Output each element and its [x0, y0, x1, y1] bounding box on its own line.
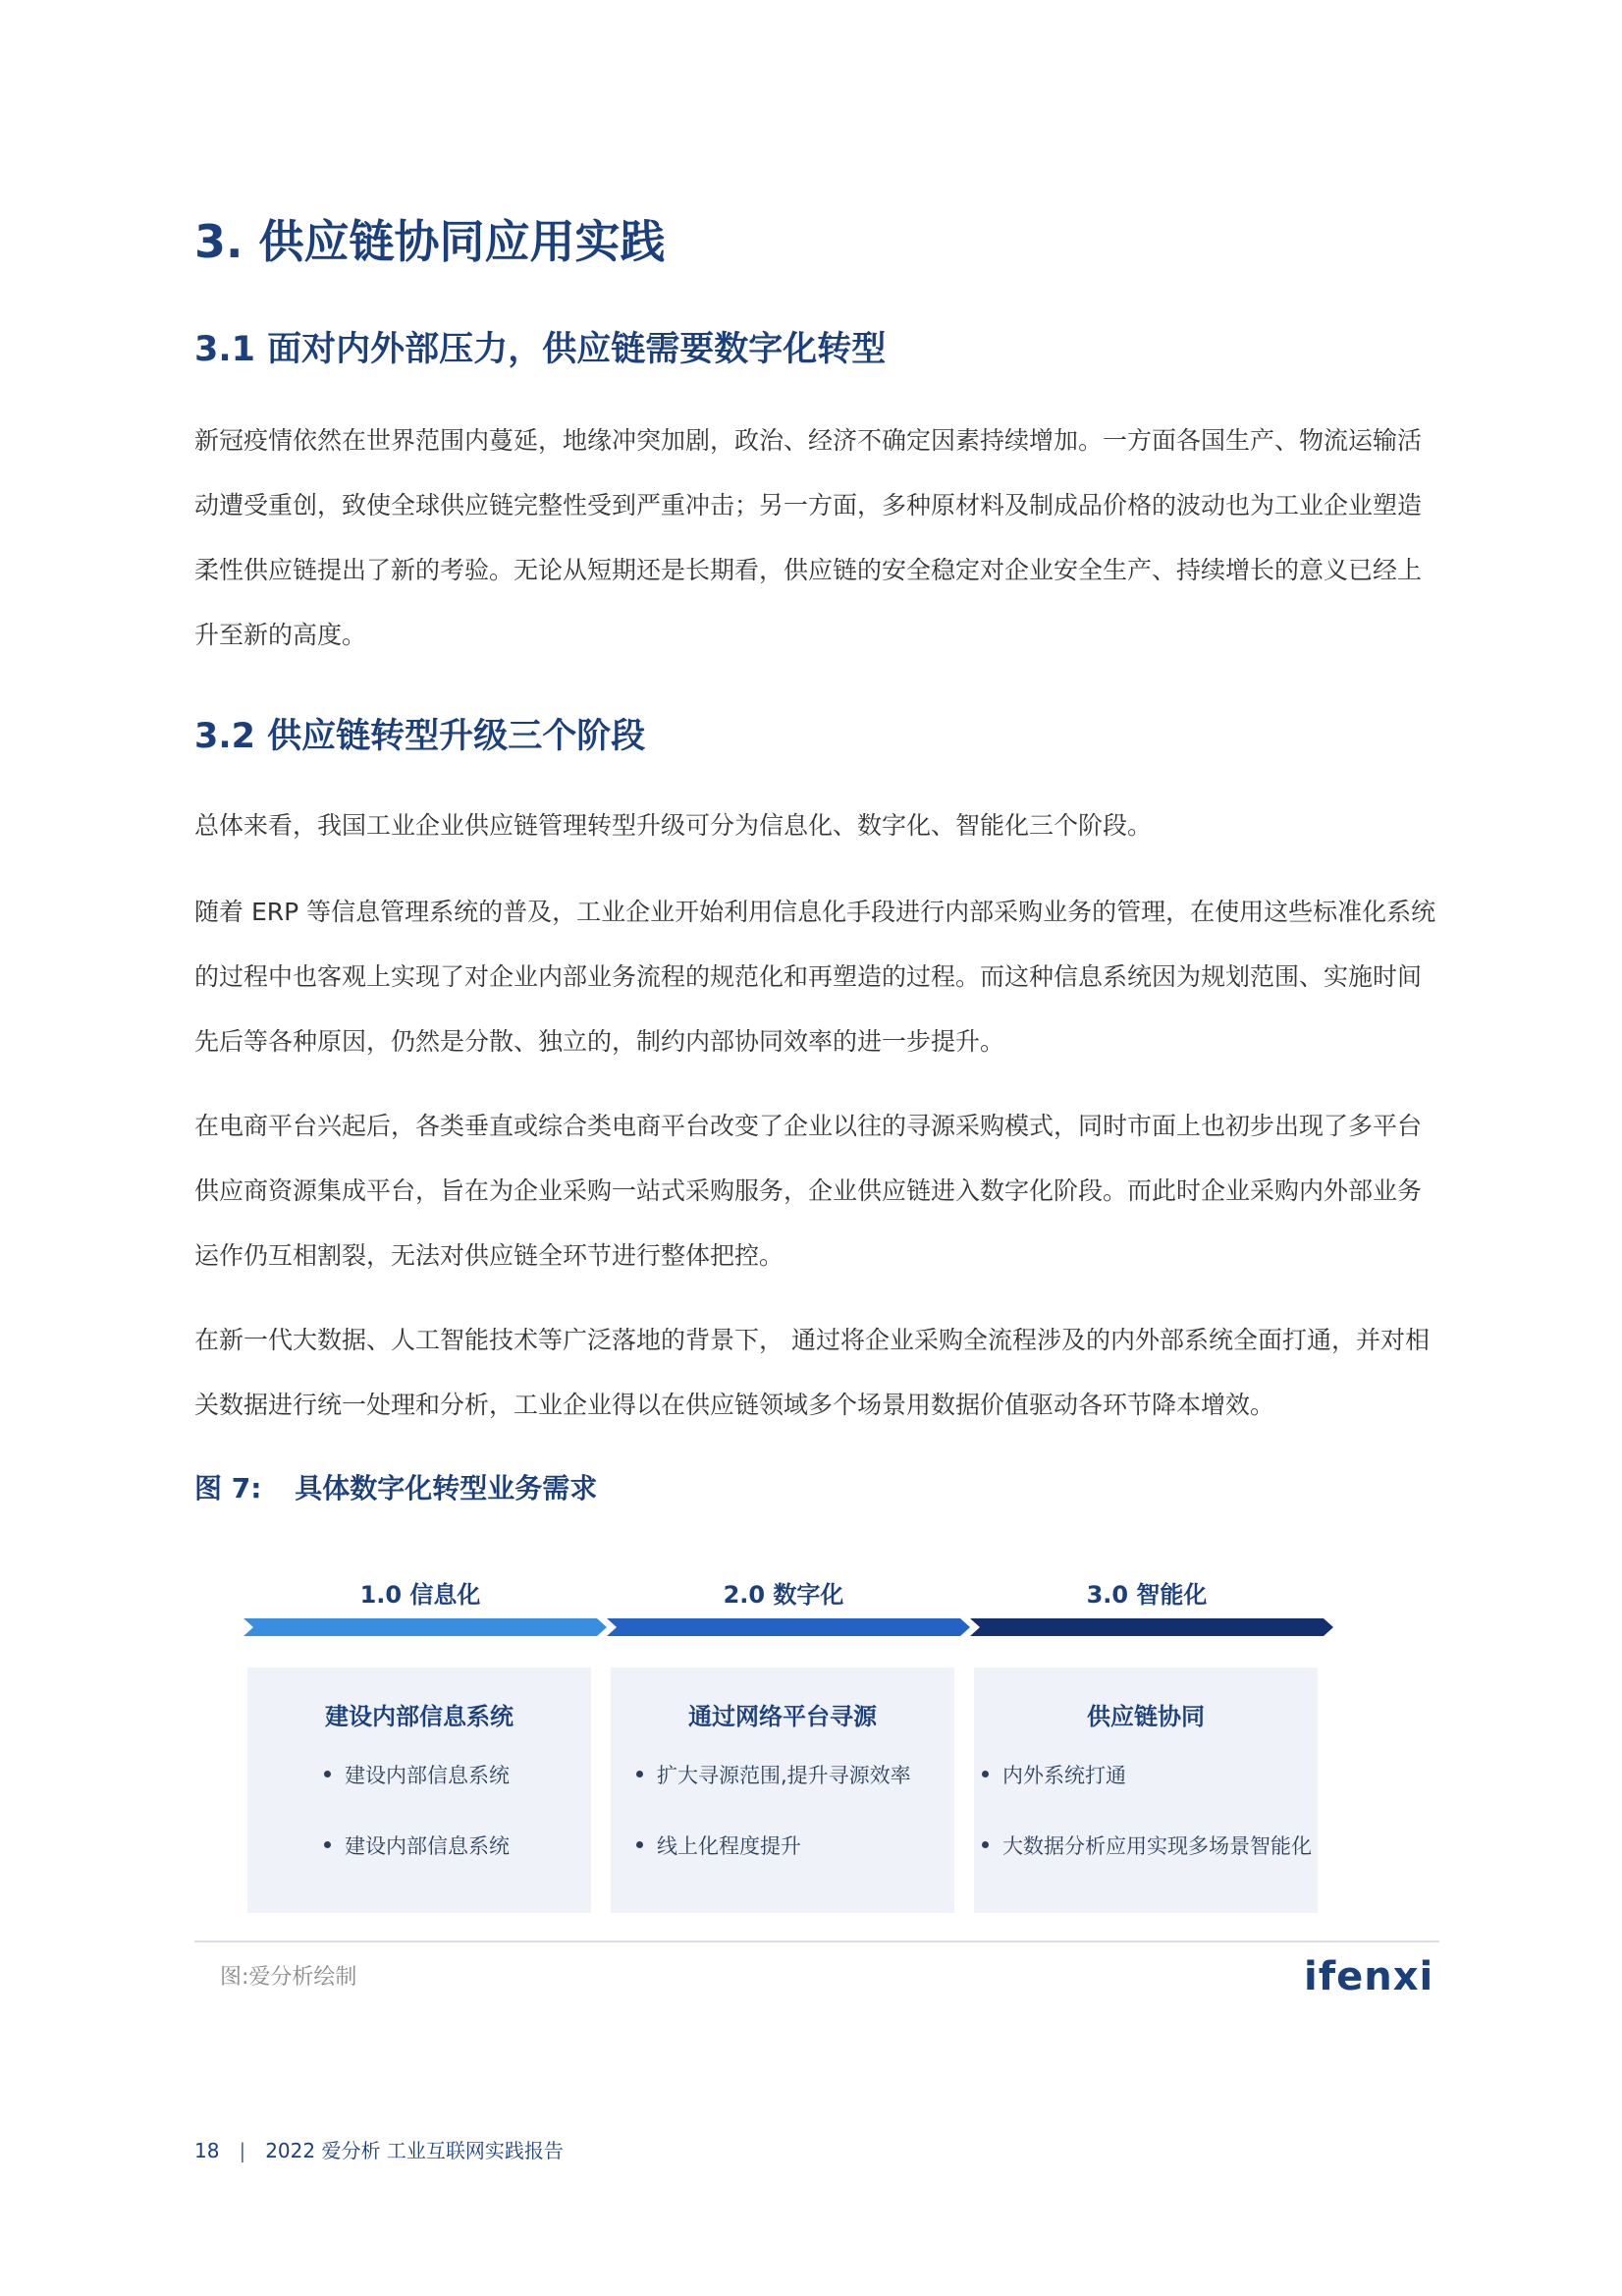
report-title: 2022 爱分析 工业互联网实践报告 — [265, 2139, 564, 2162]
stage-card-3 — [974, 1667, 1318, 1913]
bullet-dot-icon — [636, 1771, 643, 1777]
section-title: 3. 供应链协同应用实践 — [194, 215, 666, 268]
stage-card-2 — [611, 1667, 954, 1913]
paragraph-3-1 — [194, 409, 1439, 668]
paragraph-3-2-ai — [194, 1308, 1439, 1438]
paragraph-line: 动遭受重创，致使全球供应链完整性受到严重冲击；另一方面，多种原材料及制成品价格的波动也为工业企业塑造 — [194, 491, 1423, 519]
stage-arrow-1 — [243, 1618, 607, 1636]
bullet-dot-icon — [324, 1771, 331, 1777]
stage-card-bullet: 扩大寻源范围,提升寻源效率 — [636, 1760, 911, 1789]
page-number: 18 — [194, 2139, 220, 2162]
figure-source: 图:爱分析绘制 — [220, 1965, 357, 1990]
paragraph-3-2-erp — [194, 880, 1439, 1074]
stage-arrow-2 — [607, 1618, 970, 1636]
figure-number: 图 7: — [194, 1472, 262, 1504]
stage-card-bullet: 建设内部信息系统 — [324, 1760, 510, 1789]
paragraph-line: 新冠疫情依然在世界范围内蔓延，地缘冲突加剧，政治、经济不确定因素持续增加。一方面各国生产、物流运输活 — [194, 426, 1423, 455]
paragraph-3-2-ecommerce — [194, 1094, 1439, 1288]
stage-card-bullet: 建设内部信息系统 — [324, 1831, 510, 1860]
figure-caption — [194, 1467, 597, 1506]
paragraph-line: 先后等各种原因，仍然是分散、独立的，制约内部协同效率的进一步提升。 — [194, 1027, 1005, 1056]
stage-card-title: 建设内部信息系统 — [325, 1703, 514, 1730]
ifenxi-logo: ifenxi — [1304, 1954, 1434, 1999]
figure-divider — [194, 1941, 1439, 1942]
stage-card-bullet: 内外系统打通 — [982, 1760, 1126, 1789]
bullet-dot-icon — [982, 1771, 989, 1777]
bullet-dot-icon — [982, 1841, 989, 1848]
stage-card-title: 供应链协同 — [1087, 1703, 1205, 1730]
stage-arrow-3 — [970, 1618, 1333, 1636]
stage-label-1: 1.0 信息化 — [359, 1581, 481, 1609]
paragraph-line: 在新一代大数据、人工智能技术等广泛落地的背景下， 通过将企业采购全流程涉及的内外部系统全面打通，并对相 — [194, 1326, 1430, 1354]
paragraph-line: 的过程中也客观上实现了对企业内部业务流程的规范化和再塑造的过程。而这种信息系统因为规划范围、实施时间 — [194, 962, 1423, 991]
paragraph-line: 随着 ERP 等信息管理系统的普及，工业企业开始利用信息化手段进行内部采购业务的管理，在使用这些标准化系统 — [194, 898, 1436, 926]
paragraph-line: 关数据进行统一处理和分析，工业企业得以在供应链领域多个场景用数据价值驱动各环节降本增效。 — [194, 1391, 1275, 1419]
paragraph-line: 升至新的高度。 — [194, 621, 367, 649]
paragraph-line: 柔性供应链提出了新的考验。无论从短期还是长期看，供应链的安全稳定对企业安全生产、持续增长的意义已经上 — [194, 556, 1423, 584]
paragraph-line: 在电商平台兴起后，各类垂直或综合类电商平台改变了企业以往的寻源采购模式，同时市面上也初步出现了多平台 — [194, 1112, 1423, 1140]
paragraph-line: 总体来看，我国工业企业供应链管理转型升级可分为信息化、数字化、智能化三个阶段。 — [194, 811, 1153, 840]
stage-label-3: 3.0 智能化 — [1086, 1581, 1208, 1609]
bullet-dot-icon — [636, 1841, 643, 1848]
paragraph-3-2-intro — [194, 793, 1439, 858]
stage-card-bullet: 线上化程度提升 — [636, 1831, 801, 1860]
paragraph-line: 供应商资源集成平台，旨在为企业采购一站式采购服务，企业供应链进入数字化阶段。而此时企业采购内外部业务 — [194, 1176, 1423, 1205]
stage-card-bullet: 大数据分析应用实现多场景智能化 — [982, 1831, 1312, 1860]
figure-title: 具体数字化转型业务需求 — [295, 1472, 598, 1504]
stage-card-title: 通过网络平台寻源 — [688, 1703, 877, 1730]
footer-separator: | — [239, 2139, 246, 2162]
stage-card-1 — [247, 1667, 591, 1913]
stage-arrow-band — [243, 1614, 1339, 1640]
page-footer — [194, 2135, 564, 2163]
stage-label-2: 2.0 数字化 — [723, 1581, 844, 1609]
subsection-title-3-1: 3.1 面对内外部压力，供应链需要数字化转型 — [194, 330, 887, 369]
paragraph-line: 运作仍互相割裂，无法对供应链全环节进行整体把控。 — [194, 1241, 784, 1270]
bullet-dot-icon — [324, 1841, 331, 1848]
subsection-title-3-2: 3.2 供应链转型升级三个阶段 — [194, 717, 646, 756]
